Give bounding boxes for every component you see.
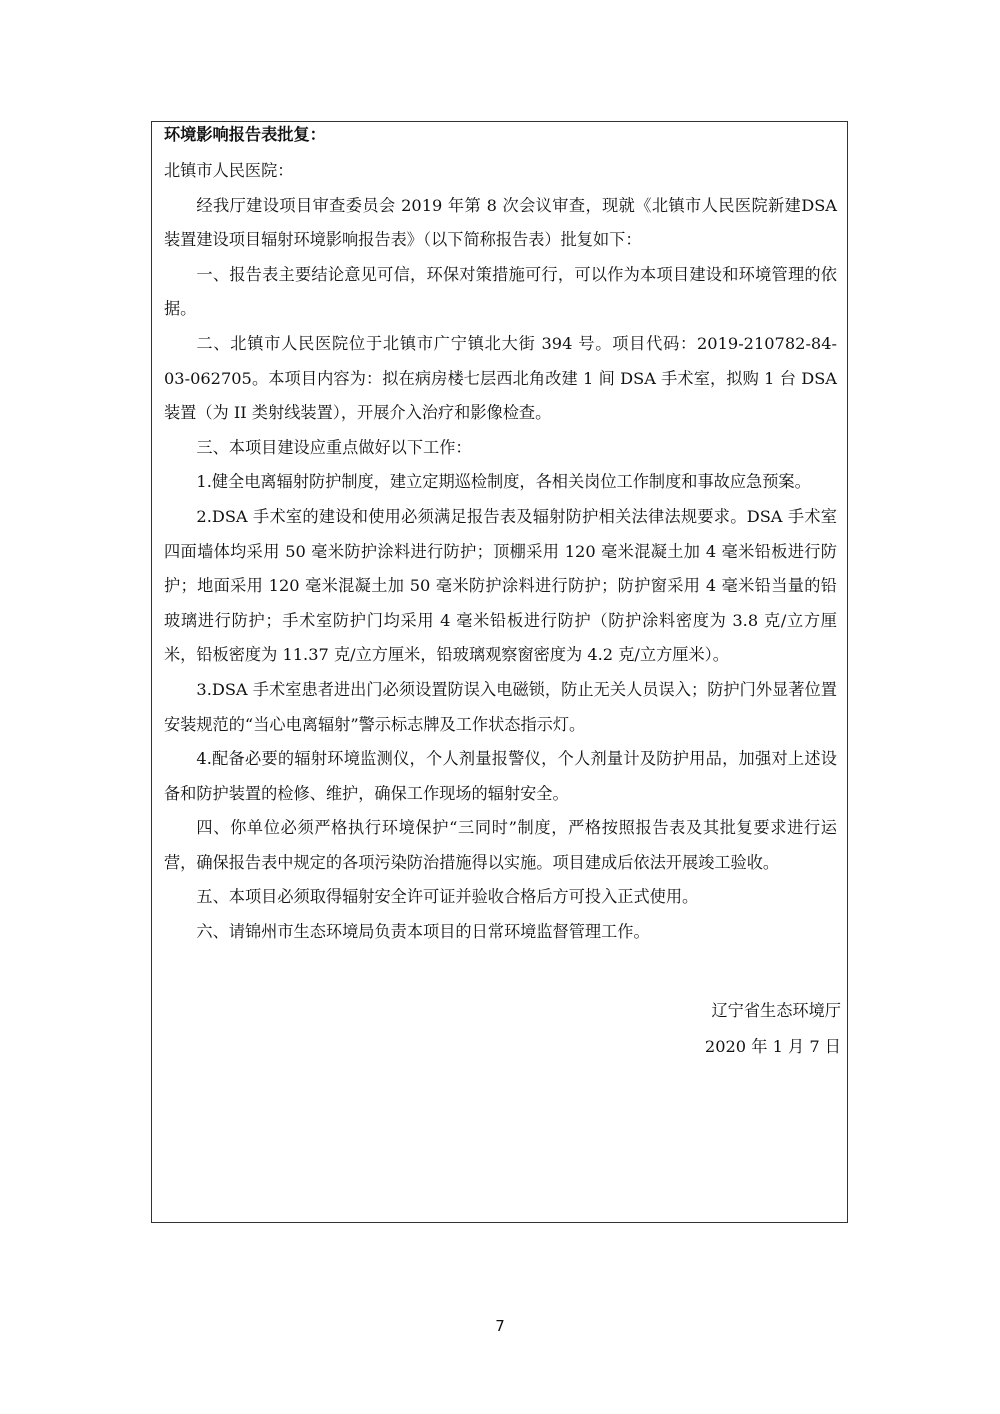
paragraph-item-1: 一、报告表主要结论意见可信，环保对策措施可行，可以作为本项目建设和环境管理的依据。 bbox=[164, 264, 837, 319]
paragraph-sub-3: 3.DSA 手术室患者进出门必须设置防误入电磁锁，防止无关人员误入；防护门外显著位置安装规范的“当心电离辐射”警示标志牌及工作状态指示灯。 bbox=[164, 679, 837, 734]
signature-organization: 辽宁省生态环境厅 bbox=[711, 1001, 841, 1020]
paragraph-item-2: 二、北镇市人民医院位于北镇市广宁镇北大街 394 号。项目代码：2019-210782-84-03-062705。本项目内容为：拟在病房楼七层西北角改建 1 间 DSA 手术室，拟购 1 台 DSA 装置（为 II 类射线装置），开展介入治疗和影像检查。 bbox=[164, 333, 837, 423]
page-number: 7 bbox=[495, 1317, 505, 1335]
paragraph-item-5: 五、本项目必须取得辐射安全许可证并验收合格后方可投入正式使用。 bbox=[196, 887, 699, 907]
paragraph-item-4: 四、你单位必须严格执行环境保护“三同时”制度，严格按照报告表及其批复要求进行运营，确保报告表中规定的各项污染防治措施得以实施。项目建成后依法开展竣工验收。 bbox=[164, 818, 837, 872]
salutation: 北镇市人民医院： bbox=[164, 161, 294, 180]
signature-date: 2020 年 1 月 7 日 bbox=[704, 1037, 841, 1056]
paragraph-sub-4: 4.配备必要的辐射环境监测仪，个人剂量报警仪，个人剂量计及防护用品，加强对上述设备和防护装置的检修、维护，确保工作现场的辐射安全。 bbox=[164, 749, 837, 803]
paragraph-item-6: 六、请锦州市生态环境局负责本项目的日常环境监督管理工作。 bbox=[196, 922, 650, 942]
paragraph-sub-1: 1.健全电离辐射防护制度，建立定期巡检制度，各相关岗位工作制度和事故应急预案。 bbox=[196, 472, 811, 492]
paragraph-sub-2: 2.DSA 手术室的建设和使用必须满足报告表及辐射防护相关法律法规要求。DSA 手术室四面墙体均采用 50 毫米防护涂料进行防护；顶棚采用 120 毫米混凝土加 4 毫米铅板进行防护；地面采用 120 毫米混凝土加 50 毫米防护涂料进行防护；防护窗采用 4 毫米铅当量的铅玻璃进行防护；手术室防护门均采用 4 毫米铅板进行防护（防护涂料密度为 3.8 克/立方厘米，铅板密度为 11.37 克/立方厘米，铅玻璃观察窗密度为 4.2 克/立方厘米）。 bbox=[164, 506, 837, 665]
approval-content bbox=[164, 122, 837, 950]
approval-form-frame bbox=[151, 121, 848, 1223]
paragraph-intro: 经我厅建设项目审查委员会 2019 年第 8 次会议审查，现就《北镇市人民医院新建DSA 装置建设项目辐射环境影响报告表》（以下简称报告表）批复如下： bbox=[164, 195, 837, 250]
paragraph-item-3: 三、本项目建设应重点做好以下工作： bbox=[196, 437, 472, 457]
section-heading: 环境影响报告表批复： bbox=[164, 125, 326, 144]
